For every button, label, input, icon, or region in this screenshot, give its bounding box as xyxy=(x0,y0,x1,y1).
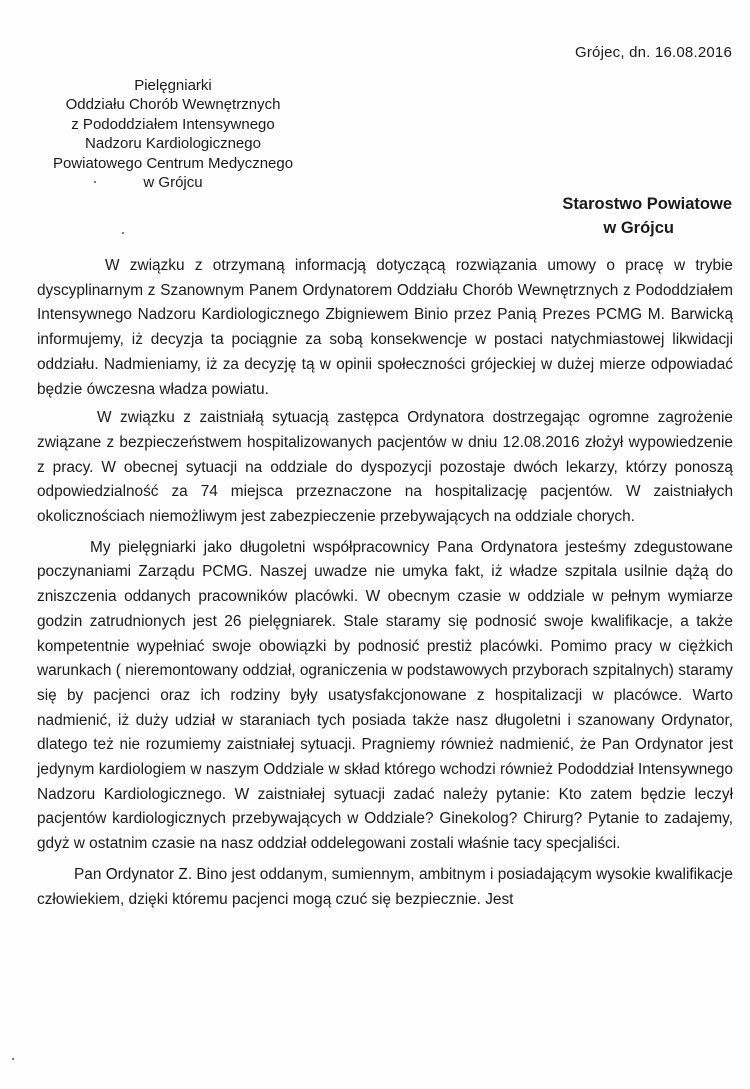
sender-line: Pielęgniarki xyxy=(134,77,212,94)
sender-line: w Grójcu xyxy=(143,174,203,192)
body-paragraph-2: W związku z zaistniałą sytuacją zastępca Ordynatora dostrzegając ogromne zagrożenie związane z bezpieczeństwem hospitalizowanych pacjentów w dniu 12.08.2016 złożył wypowiedzenie z pracy. W obecnej sytuacji na oddziale do dyspozycji pozostaje dwóch lekarzy, którzy ponoszą odpowiedzialność za 74 miejsca przeznaczone na hospitalizację pacjentów. W zaistniałych okolicznościach niemożliwym jest zabezpieczenie przebywających na oddziale chorych. xyxy=(37,409,733,526)
body-paragraph-3: My pielęgniarki jako długoletni współpracownicy Pana Ordynatora jesteśmy zdegustowane poczynaniami Zarządu PCMG. Naszej uwadze nie umyka fakt, iż władze szpitala usilnie dążą do zniszczenia oddanych pracowników placówki. W obecnym czasie w oddziale w pełnym wymiarze godzin zatrudnionych jest 26 pielęgniarek. Stale staramy się podnosić swoje kwalifikacje, a także kompetentnie wypełniać swoje obowiązki by podnosić prestiż placówki. Pomimo pracy w ciężkich warunkach ( nieremontowany oddział, ograniczenia w podstawowych przyborach szpitalnych) staramy się by pacjenci oraz ich rodziny były usatysfakcjonowane z hospitalizacji w placówce. Warto nadmienić, iż duży udział w staraniach tych posiada także nasz długoletni i szanowany Ordynator, dlatego też nie rozumiemy zaistniałej sytuacji. Pragniemy również nadmienić, że Pan Ordynator jest jedynym kardiologiem w naszym Oddziale w skład którego wchodzi również Pododdział Intensywnego Nadzoru Kardiologicznego. W zaistniałej sytuacji zadać należy pytanie: Kto zatem będzie leczył pacjentów kardiologicznych przebywających w Oddziale? Ginekolog? Chirurg? Pytanie to zadajemy, gdyż w ostatnim czasie na nasz oddział oddelegowani zostali właśnie tacy specjaliści. xyxy=(37,538,733,853)
recipient-block xyxy=(472,192,732,240)
sender-line: Nadzoru Kardiologicznego xyxy=(85,135,261,153)
sender-block xyxy=(38,76,308,192)
recipient-line-1: Starostwo Powiatowe xyxy=(562,195,732,213)
scan-speck xyxy=(122,232,124,234)
body-paragraph-4: Pan Ordynator Z. Bino jest oddanym, sumiennym, ambitnym i posiadającym wysokie kwalifikacje człowiekiem, dzięki któremu pacjenci mogą czuć się bezpiecznie. Jest xyxy=(37,865,733,908)
scan-speck xyxy=(94,181,96,183)
letter-date: Grójec, dn. 16.08.2016 xyxy=(574,44,732,61)
recipient-line-2: w Grójcu xyxy=(603,219,674,237)
letter-body xyxy=(37,254,733,916)
body-paragraph-1: W związku z otrzymaną informacją dotyczącą rozwiązania umowy o pracę w trybie dyscyplinarnym z Szanownym Panem Ordynatorem Oddziału Chorób Wewnętrznych z Pododdziałem Intensywnego Nadzoru Kardiologicznego Zbigniewem Binio przez Panią Prezes PCMG M. Barwicką informujemy, iż decyzja ta pociągnie za sobą konsekwencje w postaci natychmiastowej likwidacji oddziału. Nadmieniamy, iż za decyzję tą w opinii społeczności grójeckiej w dużej mierze odpowiadać będzie ówczesna władza powiatu. xyxy=(37,257,733,398)
sender-line: z Pododdziałem Intensywnego xyxy=(71,115,275,133)
sender-line: Powiatowego Centrum Medycznego xyxy=(52,154,294,172)
scan-speck xyxy=(12,1058,14,1060)
sender-line: Oddziału Chorób Wewnętrznych xyxy=(65,96,281,114)
